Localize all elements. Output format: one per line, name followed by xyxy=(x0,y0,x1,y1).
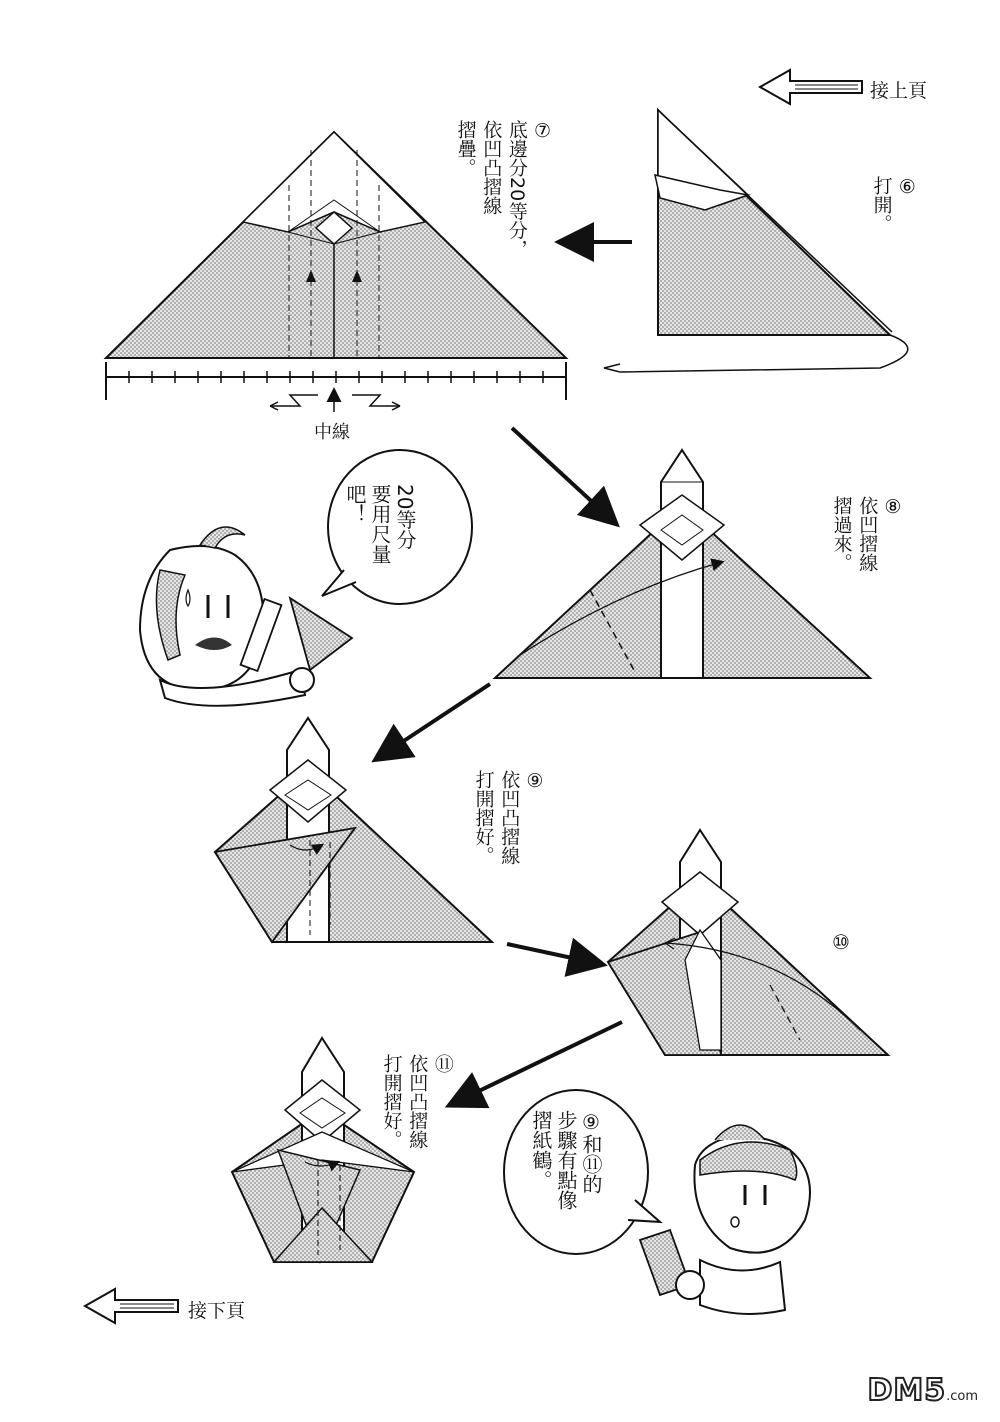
bubble2-text xyxy=(528,1110,603,1210)
step9-text xyxy=(470,770,547,865)
bubble1-text xyxy=(342,484,417,564)
watermark-suffix: .com xyxy=(946,1389,978,1404)
bubble1-line1: 20等分 xyxy=(393,484,417,550)
step8-number: ⑧ xyxy=(881,496,904,518)
step6-text xyxy=(868,176,919,233)
bubble1-line2: 要用尺量 xyxy=(368,484,392,564)
step10-number: ⑩ xyxy=(832,930,850,954)
chibi-character-2 xyxy=(640,1125,810,1314)
step9-figure xyxy=(215,718,492,942)
step6-number: ⑥ xyxy=(896,176,919,198)
step9-number: ⑨ xyxy=(523,770,546,792)
step9-line2: 打開摺好。 xyxy=(472,770,495,865)
step11-text xyxy=(378,1054,455,1149)
prev-page-label[interactable]: 接上頁 xyxy=(870,80,928,102)
step8-text xyxy=(828,496,905,572)
step8-line1: 依凹摺線 xyxy=(856,496,879,572)
watermark-main: DM5 xyxy=(867,1373,947,1408)
next-page-arrow[interactable] xyxy=(85,1289,178,1323)
step7-text xyxy=(452,120,555,320)
step7-number: ⑦ xyxy=(531,120,554,142)
prev-page-arrow[interactable] xyxy=(760,70,862,104)
bubble2-line3: 摺紙鶴。 xyxy=(529,1110,553,1190)
center-line-label: 中線 xyxy=(314,422,350,443)
step11-line2: 打開摺好。 xyxy=(380,1054,403,1149)
step6-line1: 打開。 xyxy=(870,176,893,233)
bubble2-line2: 步驟有點像 xyxy=(554,1110,578,1210)
step9-line1: 依凹凸摺線 xyxy=(498,770,521,865)
chibi-character-1 xyxy=(140,527,352,706)
step6-figure xyxy=(562,110,908,372)
step7-line3: 摺疊。 xyxy=(454,120,477,177)
step8-figure xyxy=(495,450,870,678)
next-page-label[interactable]: 接下頁 xyxy=(188,1300,246,1322)
bubble2-line1: ⑨和⑪的 xyxy=(579,1110,603,1194)
bubble1-line3: 吧！ xyxy=(343,484,367,524)
step7-line2: 依凹凸摺線 xyxy=(480,120,503,215)
step8-line2: 摺過來。 xyxy=(830,496,853,572)
site-watermark xyxy=(867,1373,978,1408)
step11-line1: 依凹凸摺線 xyxy=(406,1054,429,1149)
step11-number: ⑪ xyxy=(431,1054,454,1073)
step7-line1: 底邊分20等分， xyxy=(505,120,528,259)
